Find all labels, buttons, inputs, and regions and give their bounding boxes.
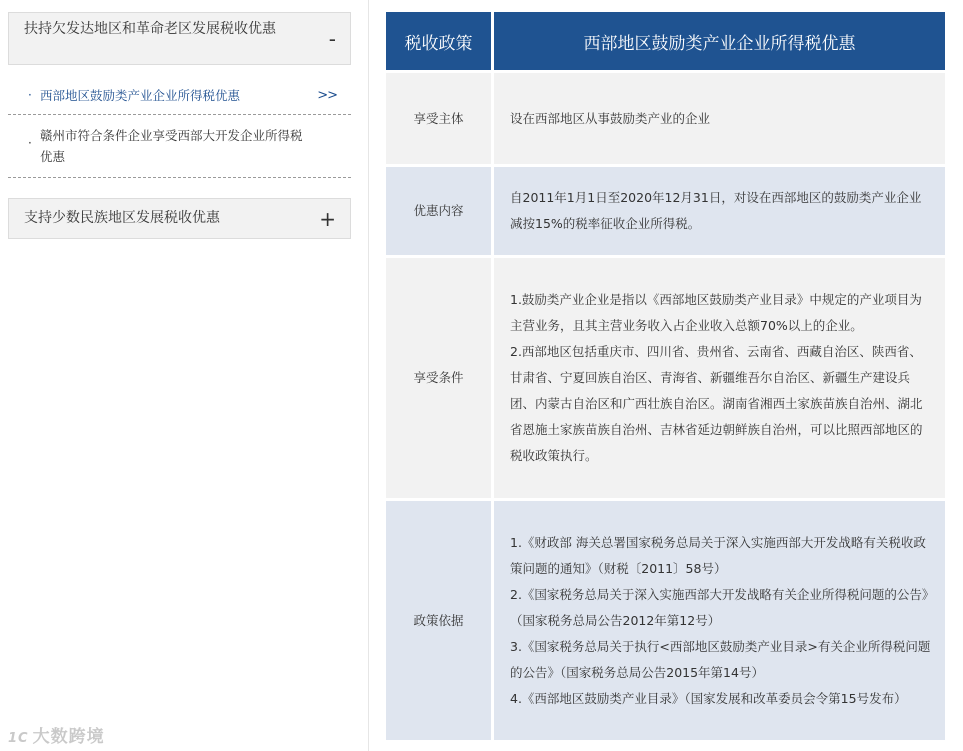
- table-row: [386, 73, 945, 164]
- row-paragraph: 1.鼓励类产业企业是指以《西部地区鼓励类产业目录》中规定的产业项目为主营业务，且其主营业务收入占企业收入总额70%以上的企业。: [510, 292, 922, 333]
- header-cell-policy-name: 西部地区鼓励类产业企业所得税优惠: [494, 12, 945, 70]
- accordion-section-underdeveloped-areas[interactable]: [8, 12, 351, 65]
- sub-item-label: 西部地区鼓励类产业企业所得税优惠: [40, 88, 241, 103]
- policy-table: [383, 9, 948, 743]
- double-chevron-right-icon: >>: [317, 88, 337, 103]
- sub-item-label: 赣州市符合条件企业享受西部大开发企业所得税优惠: [40, 128, 303, 164]
- watermark: [8, 722, 105, 747]
- row-content: [494, 167, 945, 255]
- row-label: 优惠内容: [386, 167, 491, 255]
- accordion-section-ethnic-minority-areas[interactable]: [8, 198, 351, 239]
- row-paragraph: 3.《国家税务总局关于执行<西部地区鼓励类产业目录>有关企业所得税问题的公告》（国家税务总局公告2015年第14号）: [510, 638, 931, 680]
- row-paragraph: 自2011年1月1日至2020年12月31日，对设在西部地区的鼓励类产业企业减按15%的税率征收企业所得税。: [510, 190, 922, 231]
- watermark-text: 大数跨境: [32, 727, 105, 747]
- sub-item-list: [8, 65, 351, 178]
- row-paragraph: 设在西部地区从事鼓励类产业的企业: [510, 110, 711, 126]
- header-cell-tax-policy: 税收政策: [386, 12, 491, 70]
- accordion-section-title: 支持少数民族地区发展税收优惠: [24, 210, 220, 226]
- row-content: [494, 501, 945, 740]
- row-paragraph: 2.《国家税务总局关于深入实施西部大开发战略有关企业所得税问题的公告》（国家税务总局公告2012年第12号）: [510, 586, 929, 628]
- row-label: 享受主体: [386, 73, 491, 164]
- watermark-logo: 1C: [8, 731, 29, 746]
- table-header-row: [386, 12, 945, 70]
- table-row: [386, 167, 945, 255]
- vertical-divider: [368, 0, 369, 751]
- table-row: [386, 501, 945, 740]
- row-content: [494, 73, 945, 164]
- collapse-icon[interactable]: -: [328, 26, 336, 51]
- sub-item-western-encouraged-industry[interactable]: [8, 65, 351, 115]
- row-paragraph: 4.《西部地区鼓励类产业目录》（国家发展和改革委员会令第15号发布）: [510, 690, 907, 706]
- row-content: [494, 258, 945, 498]
- row-paragraph: 2.西部地区包括重庆市、四川省、贵州省、云南省、西藏自治区、陕西省、甘肃省、宁夏回族自治区、青海省、新疆维吾尔自治区、新疆生产建设兵团、内蒙古自治区和广西壮族自治区。湖南省湘西土家族苗族自治州、湖北省恩施土家族苗族自治州、吉林省延边朝鲜族自治州，可以比照西部地区的税收政策执行。: [510, 344, 923, 463]
- row-label: 享受条件: [386, 258, 491, 498]
- sidebar: [8, 12, 351, 239]
- bullet-icon: ·: [28, 88, 32, 102]
- bullet-icon: ·: [28, 136, 32, 150]
- table-row: [386, 258, 945, 498]
- sub-item-ganzhou[interactable]: [8, 115, 351, 178]
- row-label: 政策依据: [386, 501, 491, 740]
- row-paragraph: 1.《财政部 海关总署国家税务总局关于深入实施西部大开发战略有关税收政策问题的通知》（财税〔2011〕58号）: [510, 534, 926, 576]
- accordion-section-title: 扶持欠发达地区和革命老区发展税收优惠: [24, 21, 276, 37]
- expand-icon[interactable]: +: [319, 206, 336, 231]
